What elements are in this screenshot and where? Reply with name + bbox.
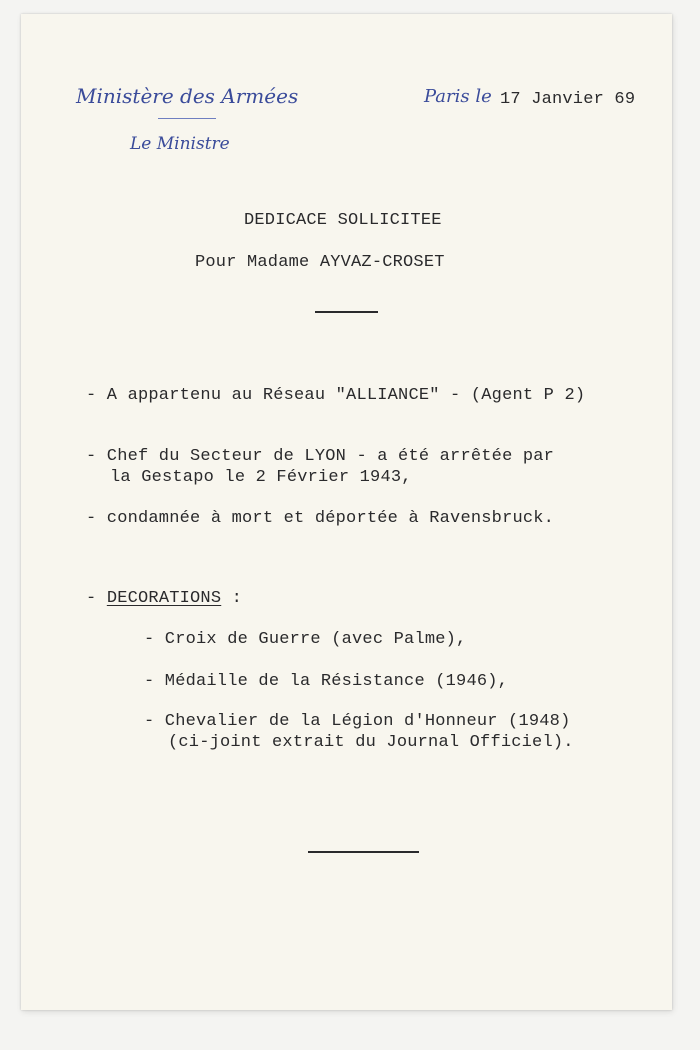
letter-date: 17 Janvier 69 (500, 90, 636, 109)
decoration-legion-honneur: - Chevalier de la Légion d'Honneur (1948) (144, 712, 571, 731)
letterhead-divider (158, 118, 216, 119)
document-title: DEDICACE SOLLICITEE (244, 211, 442, 230)
letterhead-office: Le Ministre (130, 134, 230, 154)
closing-separator (308, 851, 419, 853)
record-deportation: - condamnée à mort et déportée à Ravensbruck. (86, 509, 555, 528)
decorations-colon: : (231, 589, 243, 608)
letterhead-ministry: Ministère des Armées (76, 84, 299, 108)
record-lyon-sector: - Chef du Secteur de LYON - a été arrêtée par (86, 447, 555, 466)
title-separator (315, 311, 378, 313)
decoration-journal-note: (ci-joint extrait du Journal Officiel). (168, 733, 574, 752)
decoration-medaille-resistance: - Médaille de la Résistance (1946), (144, 672, 509, 691)
letterhead-place: Paris le (424, 86, 492, 107)
record-arrest-date: la Gestapo le 2 Février 1943, (110, 468, 412, 487)
recipient-line: Pour Madame AYVAZ-CROSET (195, 253, 445, 272)
decoration-croix-de-guerre: - Croix de Guerre (avec Palme), (144, 630, 467, 649)
decorations-heading-label: DECORATIONS (106, 589, 222, 608)
decorations-heading (86, 589, 242, 608)
decorations-dash: - (86, 589, 97, 608)
record-alliance: - A appartenu au Réseau "ALLIANCE" - (Agent P 2) (86, 386, 586, 405)
